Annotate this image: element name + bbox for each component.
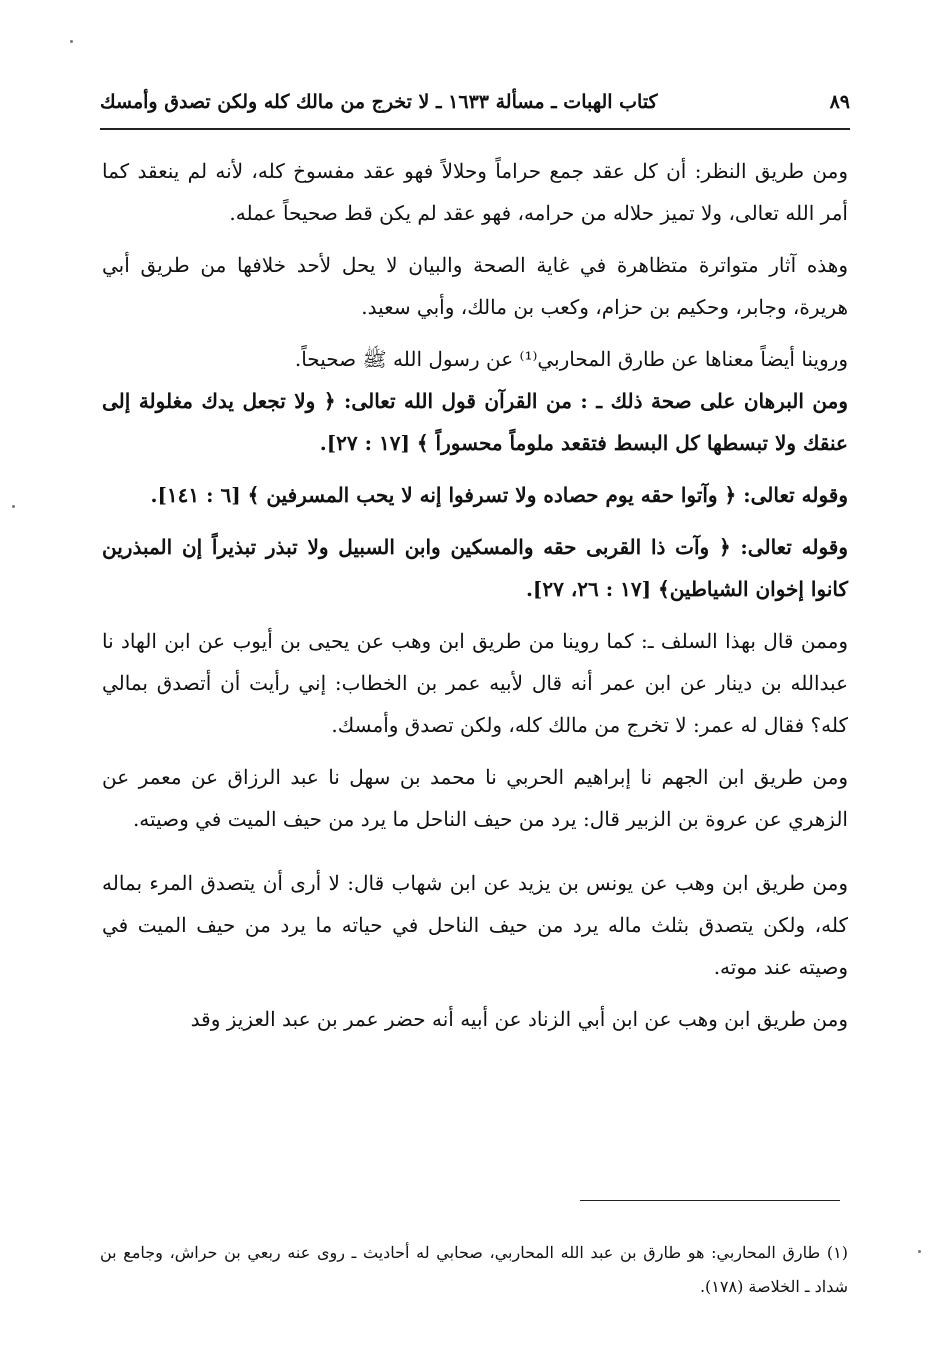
header-rule bbox=[100, 128, 850, 130]
page-number: ٨٩ bbox=[829, 91, 850, 113]
paragraph-ibn-abi-zinad: ومن طريق ابن وهب عن ابن أبي الزناد عن أبيه أنه حضر عمر بن عبد العزيز وقد bbox=[190, 1007, 848, 1031]
footnote: (١) طارق المحاربي: هو طارق بن عبد الله المحاربي، صحابي له أحاديث ـ روى عنه ربعي بن حراش، وجامع بن شداد ـ الخلاصة (١٧٨). bbox=[100, 1243, 848, 1296]
paragraph-salaf-ibn-umar: وممن قال بهذا السلف ـ: كما روينا من طريق ابن وهب عن يحيى بن أيوب عن ابن الهاد نا عبدالله بن دينار عن ابن عمر أنه قال لأبيه عمر بن الخطاب: إني رأيت أن أتصدق بمالي كله؟ فقال له عمر: لا تخرج من مالك كله، ولكن تصدق وأمسك. bbox=[102, 629, 848, 737]
paragraph-zuhri: ومن طريق ابن الجهم نا إبراهيم الحربي نا محمد بن سهل نا عبد الرزاق عن معمر عن الزهري عن عروة بن الزبير قال: يرد من حيف الناحل ما يرد من حيف الميت في وصيته. bbox=[102, 765, 848, 831]
scan-speck bbox=[12, 505, 15, 508]
paragraph-quran-harvest: وقوله تعالى: ﴿ وآتوا حقه يوم حصاده ولا تسرفوا إنه لا يحب المسرفين ﴾ [٦ : ١٤١]. bbox=[150, 483, 848, 507]
scan-speck bbox=[70, 40, 73, 43]
paragraph-narrations: وهذه آثار متواترة متظاهرة في غاية الصحة والبيان لا يحل لأحد خلافها من طريق أبي هريرة، وجابر، وحكيم بن حزام، وكعب بن مالك، وأبي سعيد. bbox=[102, 253, 848, 319]
paragraph-quran-proof: ومن البرهان على صحة ذلك ـ : من القرآن قول الله تعالى: ﴿ ولا تجعل يدك مغلولة إلى عنقك ولا تبسطها كل البسط فتقعد ملوماً محسوراً ﴾ [١٧ : ٢٧]. bbox=[102, 389, 848, 455]
main-text bbox=[102, 150, 848, 1050]
paragraph-ibn-shihab: ومن طريق ابن وهب عن يونس بن يزيد عن ابن شهاب قال: لا أرى أن يتصدق المرء بماله كله، ولكن يتصدق بثلث ماله يرد من حيف الناحل في حياته ما يرد من حيف الميت في وصيته عند موته. bbox=[102, 871, 848, 979]
paragraph-quran-kin: وقوله تعالى: ﴿ وآت ذا القربى حقه والمسكين وابن السبيل ولا تبذر تبذيراً إن المبذرين كانوا إخوان الشياطين﴾ [١٧ : ٢٦، ٢٧]. bbox=[102, 535, 848, 601]
header-title: كتاب الهبات ـ مسألة ١٦٣٣ ـ لا تخرج من مالك كله ولكن تصدق وأمسك bbox=[100, 91, 658, 113]
footnote-rule bbox=[580, 1200, 840, 1201]
scan-speck bbox=[918, 1250, 921, 1253]
paragraph-tariq: وروينا أيضاً معناها عن طارق المحاربي⁽¹⁾ عن رسول الله ﷺ صحيحاً. bbox=[294, 347, 848, 371]
running-header bbox=[100, 84, 850, 120]
paragraph-reasoning: ومن طريق النظر: أن كل عقد جمع حراماً وحلالاً فهو عقد مفسوخ كله، لأنه لم ينعقد كما أمر الله تعالى، ولا تميز حلاله من حرامه، فهو عقد لم يكن قط صحيحاً عمله. bbox=[102, 159, 848, 225]
